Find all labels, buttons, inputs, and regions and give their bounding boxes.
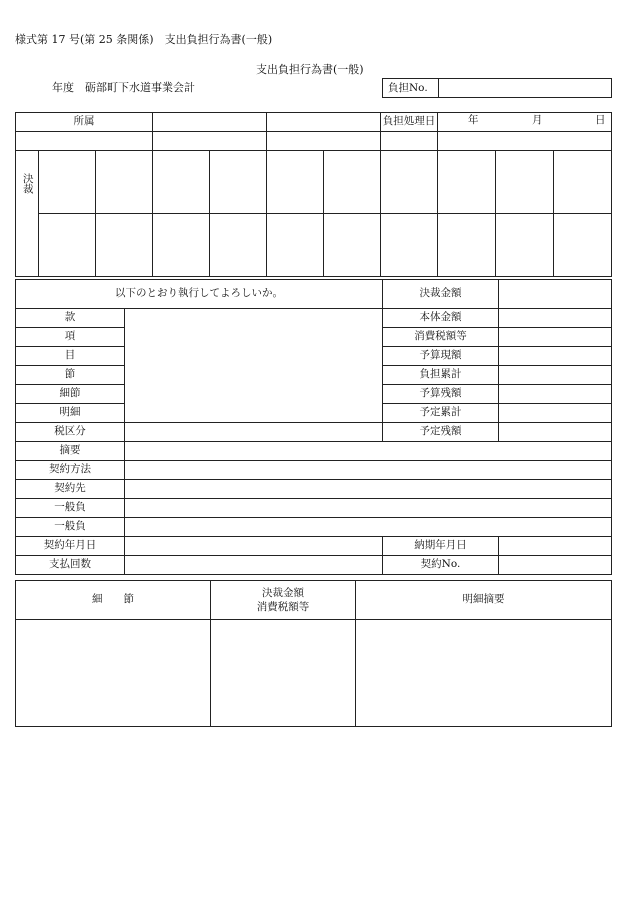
burden-date-value-cell[interactable] [438,113,612,132]
approval-label: 決裁 [21,173,34,194]
burden-no-box [382,78,612,98]
label-budget-balance: 予算残額 [419,387,462,400]
document-title: 支出負担行為書(一般) [256,63,364,76]
amount-body[interactable] [211,620,356,727]
label-planned-balance: 予定残額 [419,425,462,438]
amount-header-cell [211,581,356,620]
summary-value[interactable] [125,442,612,461]
label-contract-method: 契約方法 [49,463,91,476]
tax-amount-value[interactable] [499,328,612,347]
budget-label-cell [16,404,125,423]
tax-category-label-cell [16,423,125,442]
contractor-value[interactable] [125,480,612,499]
subsection-body[interactable] [16,620,211,727]
stamp-cell[interactable] [267,214,324,277]
date-month: 月 [532,114,543,127]
contractor-label-cell [16,480,125,499]
approval-table [15,112,612,277]
dept-label-cell [16,113,153,132]
label-kou: 項 [64,330,76,343]
approved-amount-label: 決裁金額 [419,287,462,300]
planned-balance-label-cell [383,423,499,442]
approved-amount-value[interactable] [499,280,612,309]
label-body-amount: 本体金額 [419,311,462,324]
payment-count-label-cell [16,556,125,575]
burden-no-input[interactable] [439,79,611,97]
date-year: 年 [468,114,479,127]
general-burden-label-cell [16,499,125,518]
dept-blank-2 [153,132,267,151]
label-budget-current: 予算現額 [419,349,462,362]
contract-no-label-cell [383,556,499,575]
approval-label-cell [16,151,39,277]
burden-no-label-cell [383,79,439,97]
detail-summary-header: 明細摘要 [462,593,505,606]
delivery-date-value[interactable] [499,537,612,556]
label-tax-category: 税区分 [54,425,86,438]
budget-table [15,279,612,575]
general-burden-value-2[interactable] [125,518,612,537]
approved-amount-label-cell [383,280,499,309]
budget-account-value[interactable] [125,309,383,423]
dept-blank-5 [438,132,612,151]
tax-category-value[interactable] [125,423,383,442]
stamp-cell[interactable] [210,214,267,277]
label-tax-amount: 消費税額等 [414,330,467,343]
burden-no-label: 負担No. [388,82,428,94]
budget-balance-value[interactable] [499,385,612,404]
burden-total-value[interactable] [499,366,612,385]
planned-total-label-cell [383,404,499,423]
contract-no-value[interactable] [499,556,612,575]
prompt-cell [16,280,383,309]
burden-date-label: 負担処理日 [382,115,436,128]
label-contractor: 契約先 [54,482,86,495]
contract-date-value[interactable] [125,537,383,556]
stamp-cell[interactable] [496,151,554,214]
dept-blank-3 [267,132,381,151]
dept-value-cell-1[interactable] [153,113,267,132]
amount-header-line1: 決裁金額 [262,586,304,599]
planned-total-value[interactable] [499,404,612,423]
label-planned-total: 予定累計 [419,406,462,419]
execution-prompt: 以下のとおり執行してよろしいか。 [115,287,283,300]
label-meisai: 明細 [59,406,81,419]
general-burden-value-1[interactable] [125,499,612,518]
summary-label-cell [16,442,125,461]
budget-label-cell [16,366,125,385]
delivery-date-label-cell [383,537,499,556]
budget-current-label-cell [383,347,499,366]
label-kan: 款 [64,311,76,324]
date-day: 日 [595,114,606,127]
label-saisetsu: 細節 [59,387,81,400]
label-contract-date: 契約年月日 [43,539,97,552]
stamp-cell[interactable] [96,214,153,277]
label-burden-total: 負担累計 [419,368,462,381]
payment-count-value[interactable] [125,556,383,575]
detail-summary-body[interactable] [356,620,612,727]
stamp-cell[interactable] [324,214,381,277]
stamp-cell[interactable] [39,214,96,277]
label-payment-count: 支払回数 [49,558,91,571]
body-amount-value[interactable] [499,309,612,328]
label-general-burden-2: 一般負 [54,520,86,533]
stamp-cell[interactable] [554,151,612,214]
contract-method-label-cell [16,461,125,480]
stamp-cell[interactable] [267,151,324,214]
dept-label: 所属 [73,115,95,128]
stamp-cell[interactable] [438,214,496,277]
subsection-header-cell [16,581,211,620]
budget-label-cell [16,385,125,404]
budget-label-cell [16,309,125,328]
dept-blank-4 [381,132,438,151]
budget-label-cell [16,347,125,366]
stamp-cell[interactable] [438,151,496,214]
budget-label-cell [16,328,125,347]
amount-header-line2: 消費税額等 [256,601,310,613]
label-delivery-date: 納期年月日 [414,539,467,552]
stamp-cell[interactable] [153,214,210,277]
stamp-cell[interactable] [210,151,267,214]
burden-date-label-cell [381,113,438,132]
stamp-cell[interactable] [496,214,554,277]
stamp-cell[interactable] [324,151,381,214]
stamp-cell[interactable] [153,151,210,214]
subsection-header: 細 節 [92,593,134,606]
label-summary: 摘要 [59,444,81,457]
dept-blank-1 [16,132,153,151]
burden-total-label-cell [383,366,499,385]
body-amount-label-cell [383,309,499,328]
form-number: 様式第 17 号(第 25 条関係) 支出負担行為書(一般) [15,33,273,46]
budget-current-value[interactable] [499,347,612,366]
label-general-burden-1: 一般負 [54,501,86,514]
label-moku: 目 [64,349,76,362]
general-burden-label-cell [16,518,125,537]
budget-balance-label-cell [383,385,499,404]
dept-value-cell-2[interactable] [267,113,381,132]
stamp-cell[interactable] [96,151,153,214]
contract-date-label-cell [16,537,125,556]
stamp-cell[interactable] [554,214,612,277]
planned-balance-value[interactable] [499,423,612,442]
breakdown-table [15,580,612,727]
stamp-cell[interactable] [39,151,96,214]
detail-summary-header-cell [356,581,612,620]
label-contract-no: 契約No. [420,558,461,571]
contract-method-value[interactable] [125,461,612,480]
tax-amount-label-cell [383,328,499,347]
fiscal-year-line: 年度 砺部町下水道事業会計 [52,81,195,94]
stamp-cell[interactable] [381,151,438,214]
stamp-cell[interactable] [381,214,438,277]
label-setsu: 節 [64,368,76,381]
